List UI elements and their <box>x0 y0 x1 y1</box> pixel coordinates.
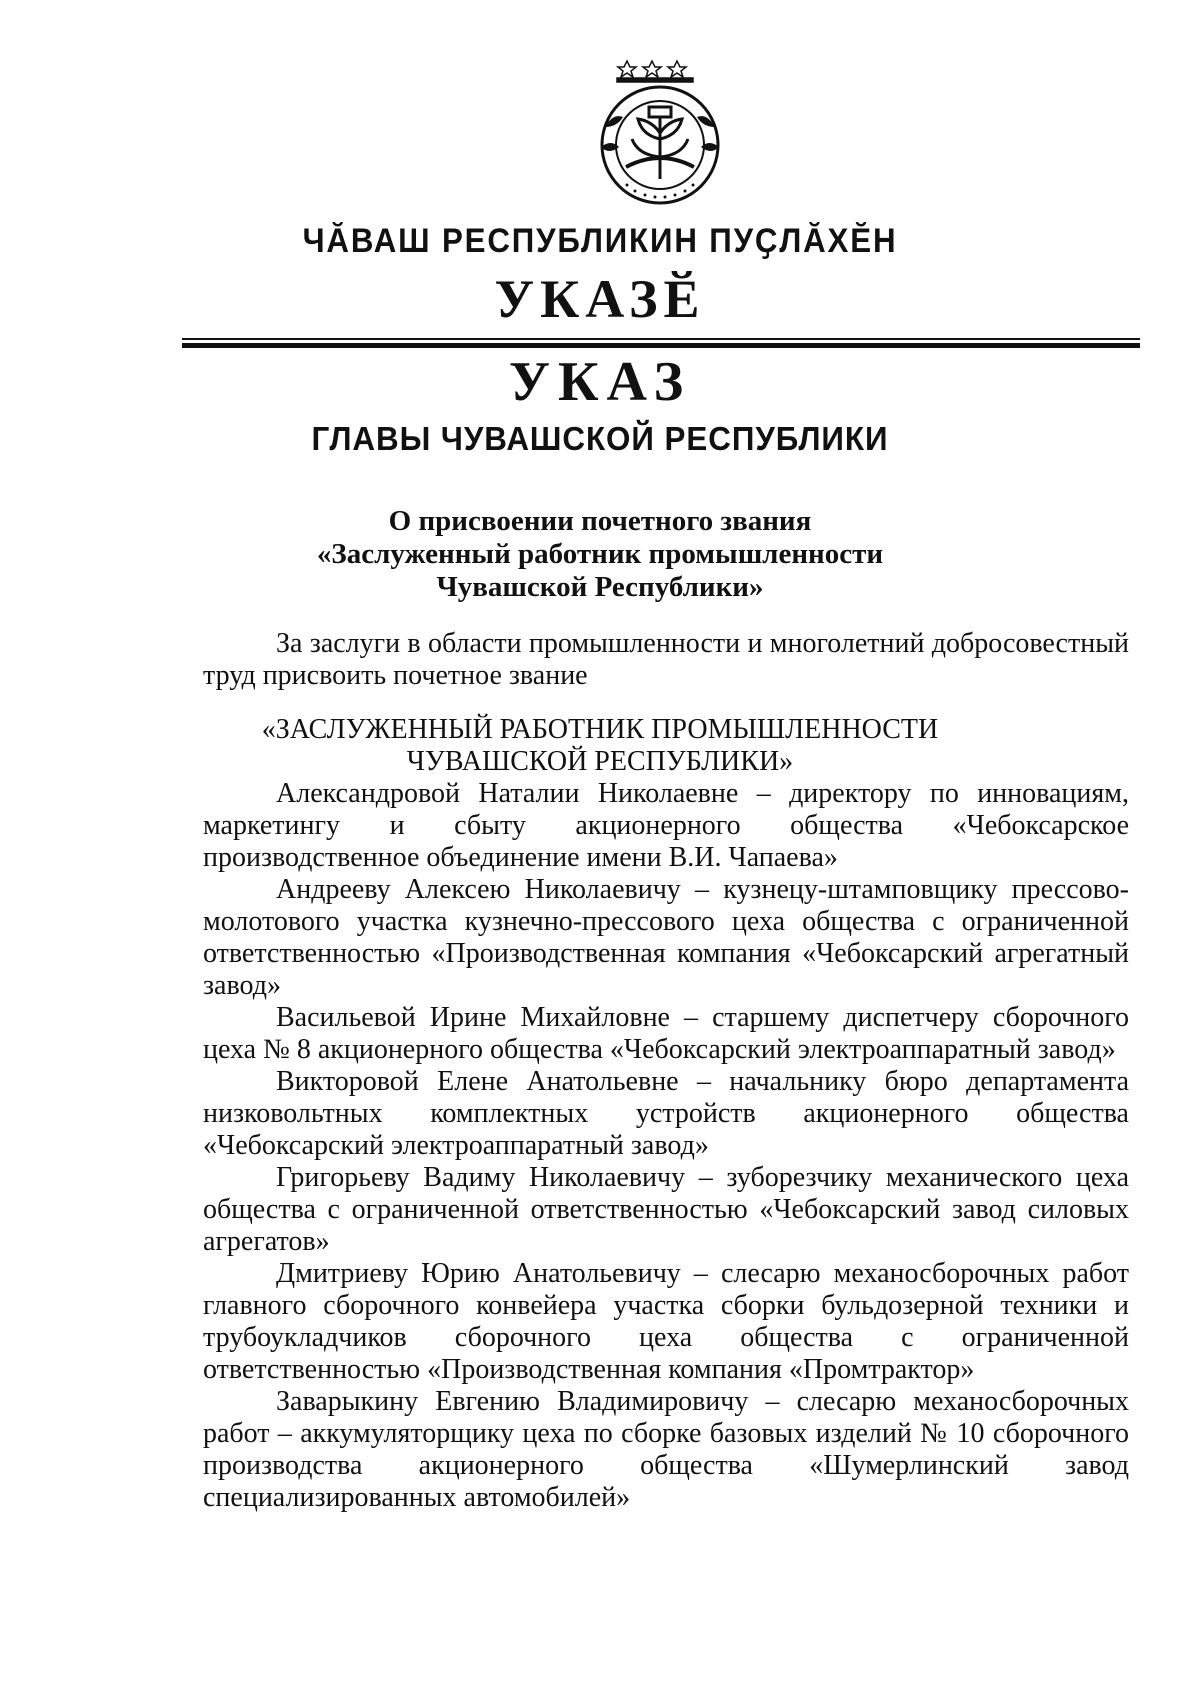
intro-text: За заслуги в области промышленности и многолетний добросовестный труд присвоить почетное звание <box>203 628 1129 691</box>
header-divider-thick <box>182 343 1140 348</box>
header-chuvash-line: ЧӐВАШ РЕСПУБЛИКИН ПУҪЛӐХӖН <box>302 222 898 260</box>
recipient-item: Андрееву Алексею Николаевичу – кузнецу-штамповщику прессово-молотового участка кузнечно-прессового цеха общества с ограниченной ответственностью «Производственная компания «Чебоксарский агрегатный завод» <box>203 874 1129 1001</box>
intro-paragraph <box>203 628 1129 692</box>
header-chuvash-decree: УКАЗӖ <box>494 269 706 329</box>
header-russian-decree: УКАЗ <box>508 351 692 413</box>
recipient-item: Васильевой Ирине Михайловне – старшему диспетчеру сборочного цеха № 8 акционерного общества «Чебоксарский электроаппаратный завод» <box>203 1002 1129 1065</box>
award-title-line-1: «ЗАСЛУЖЕННЫЙ РАБОТНИК ПРОМЫШЛЕННОСТИ <box>261 714 939 745</box>
header-russian-line: ГЛАВЫ ЧУВАШСКОЙ РЕСПУБЛИКИ <box>311 420 889 457</box>
header-divider-thin <box>182 338 1140 340</box>
decree-subject <box>0 505 1200 604</box>
recipients-list <box>203 778 1129 1514</box>
award-title-line-2: ЧУВАШСКОЙ РЕСПУБЛИКИ» <box>406 746 794 777</box>
subject-line-3: Чувашской Республики» <box>436 571 764 603</box>
recipient-item: Григорьеву Вадиму Николаевичу – зуборезчику механического цеха общества с ограниченной ответственностью «Чебоксарский завод силовых агрегатов» <box>203 1162 1129 1257</box>
recipient-item: Александровой Наталии Николаевне – директору по инновациям, маркетингу и сбыту акционерного общества «Чебоксарское производственное объединение имени В.И. Чапаева» <box>203 778 1129 873</box>
recipient-item: Заварыкину Евгению Владимировичу – слесарю механосборочных работ – аккумуляторщику цеха по сборке базовых изделий № 10 сборочного производства акционерного общества «Шумерлинский завод специализированных автомобилей» <box>203 1386 1129 1513</box>
subject-line-1: О присвоении почетного звания <box>388 505 812 537</box>
recipient-item: Викторовой Елене Анатольевне – начальнику бюро департамента низковольтных комплектных устройств акционерного общества «Чебоксарский электроаппаратный завод» <box>203 1066 1129 1161</box>
recipient-item: Дмитриеву Юрию Анатольевичу – слесарю механосборочных работ главного сборочного конвейера участка сборки бульдозерной техники и трубоукладчиков сборочного цеха общества с ограниченной ответственностью «Производственная компания «Промтрактор» <box>203 1258 1129 1385</box>
subject-line-2: «Заслуженный работник промышленности <box>316 538 884 570</box>
coat-of-arms-emblem <box>591 57 729 209</box>
award-title <box>0 714 1200 778</box>
